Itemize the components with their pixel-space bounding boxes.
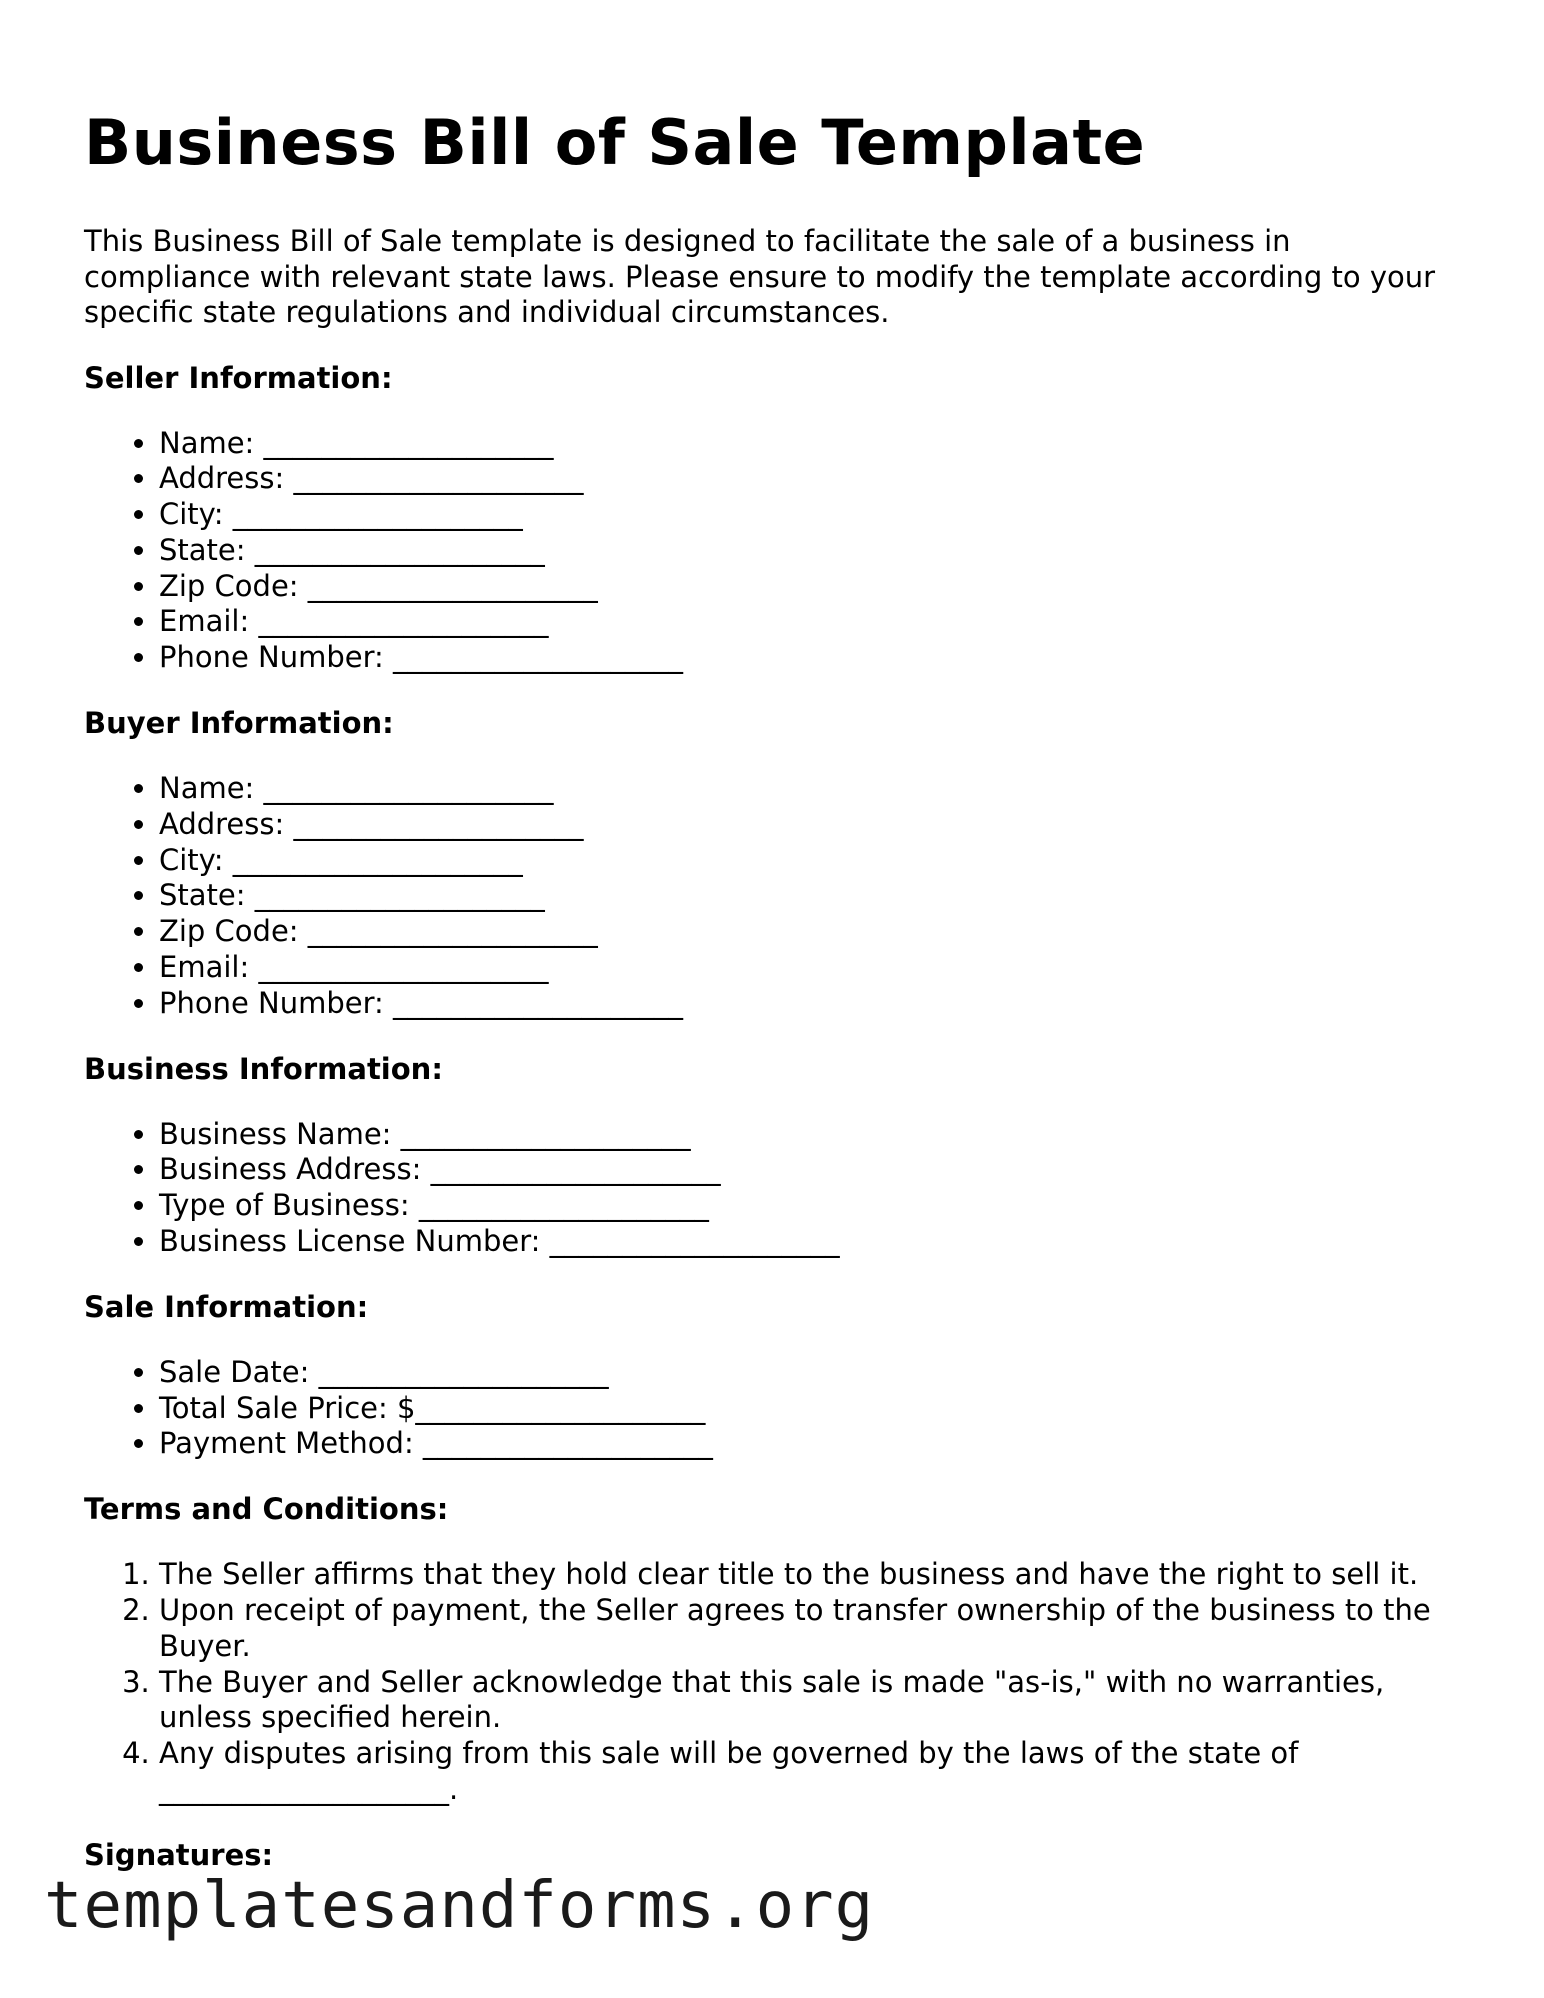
list-item: • Address: ____________________: [159, 807, 1484, 843]
business-info-list: [84, 1117, 1484, 1260]
list-item: • Type of Business: ____________________: [159, 1188, 1484, 1224]
list-item: • State: ____________________: [159, 533, 1484, 569]
list-item: • City: ____________________: [159, 843, 1484, 879]
seller-section-heading: Seller Information:: [84, 360, 393, 395]
list-item: • Email: ____________________: [159, 604, 1484, 640]
list-item: • Email: ____________________: [159, 950, 1484, 986]
list-item: 3. The Buyer and Seller acknowledge that this sale is made "as-is," with no warranties, unless specified herein.: [159, 1665, 1484, 1737]
sale-section-heading: Sale Information:: [84, 1289, 369, 1324]
list-item: 4. Any disputes arising from this sale will be governed by the laws of the state of ____________________.: [159, 1736, 1484, 1808]
list-item: • Address: ____________________: [159, 461, 1484, 497]
business-section-heading: Business Information:: [84, 1051, 443, 1086]
list-item: • City: ____________________: [159, 497, 1484, 533]
list-item: • Sale Date: ____________________: [159, 1355, 1484, 1391]
buyer-info-list: [84, 771, 1484, 1022]
list-item: • Phone Number: ____________________: [159, 986, 1484, 1022]
list-item: • Payment Method: ____________________: [159, 1426, 1484, 1462]
list-item: 1. The Seller affirms that they hold clear title to the business and have the right to sell it.: [159, 1557, 1484, 1593]
sale-info-list: [84, 1355, 1484, 1462]
list-item: 2. Upon receipt of payment, the Seller agrees to transfer ownership of the business to the Buyer.: [159, 1593, 1484, 1665]
site-watermark: templatesandforms.org: [44, 1869, 875, 1943]
list-item: • State: ____________________: [159, 878, 1484, 914]
document-page: [84, 104, 1484, 1903]
list-item: • Business License Number: ____________________: [159, 1224, 1484, 1260]
list-item: • Business Address: ____________________: [159, 1152, 1484, 1188]
list-item: • Business Name: ____________________: [159, 1117, 1484, 1153]
terms-section-heading: Terms and Conditions:: [84, 1492, 449, 1527]
list-item: • Total Sale Price: $____________________: [159, 1391, 1484, 1427]
buyer-section-heading: Buyer Information:: [84, 706, 394, 741]
list-item: • Name: ____________________: [159, 426, 1484, 462]
list-item: • Zip Code: ____________________: [159, 914, 1484, 950]
terms-list: [84, 1557, 1484, 1808]
list-item: • Phone Number: ____________________: [159, 640, 1484, 676]
page-title: Business Bill of Sale Template: [84, 106, 1146, 179]
signatures-section-heading: Signatures:: [84, 1837, 274, 1872]
list-item: • Zip Code: ____________________: [159, 569, 1484, 605]
list-item: • Name: ____________________: [159, 771, 1484, 807]
seller-info-list: [84, 426, 1484, 677]
intro-paragraph: This Business Bill of Sale template is designed to facilitate the sale of a business in compliance with relevant state laws. Please ensure to modify the template according to your specific state regulations and individual circumstances.: [84, 224, 1436, 329]
